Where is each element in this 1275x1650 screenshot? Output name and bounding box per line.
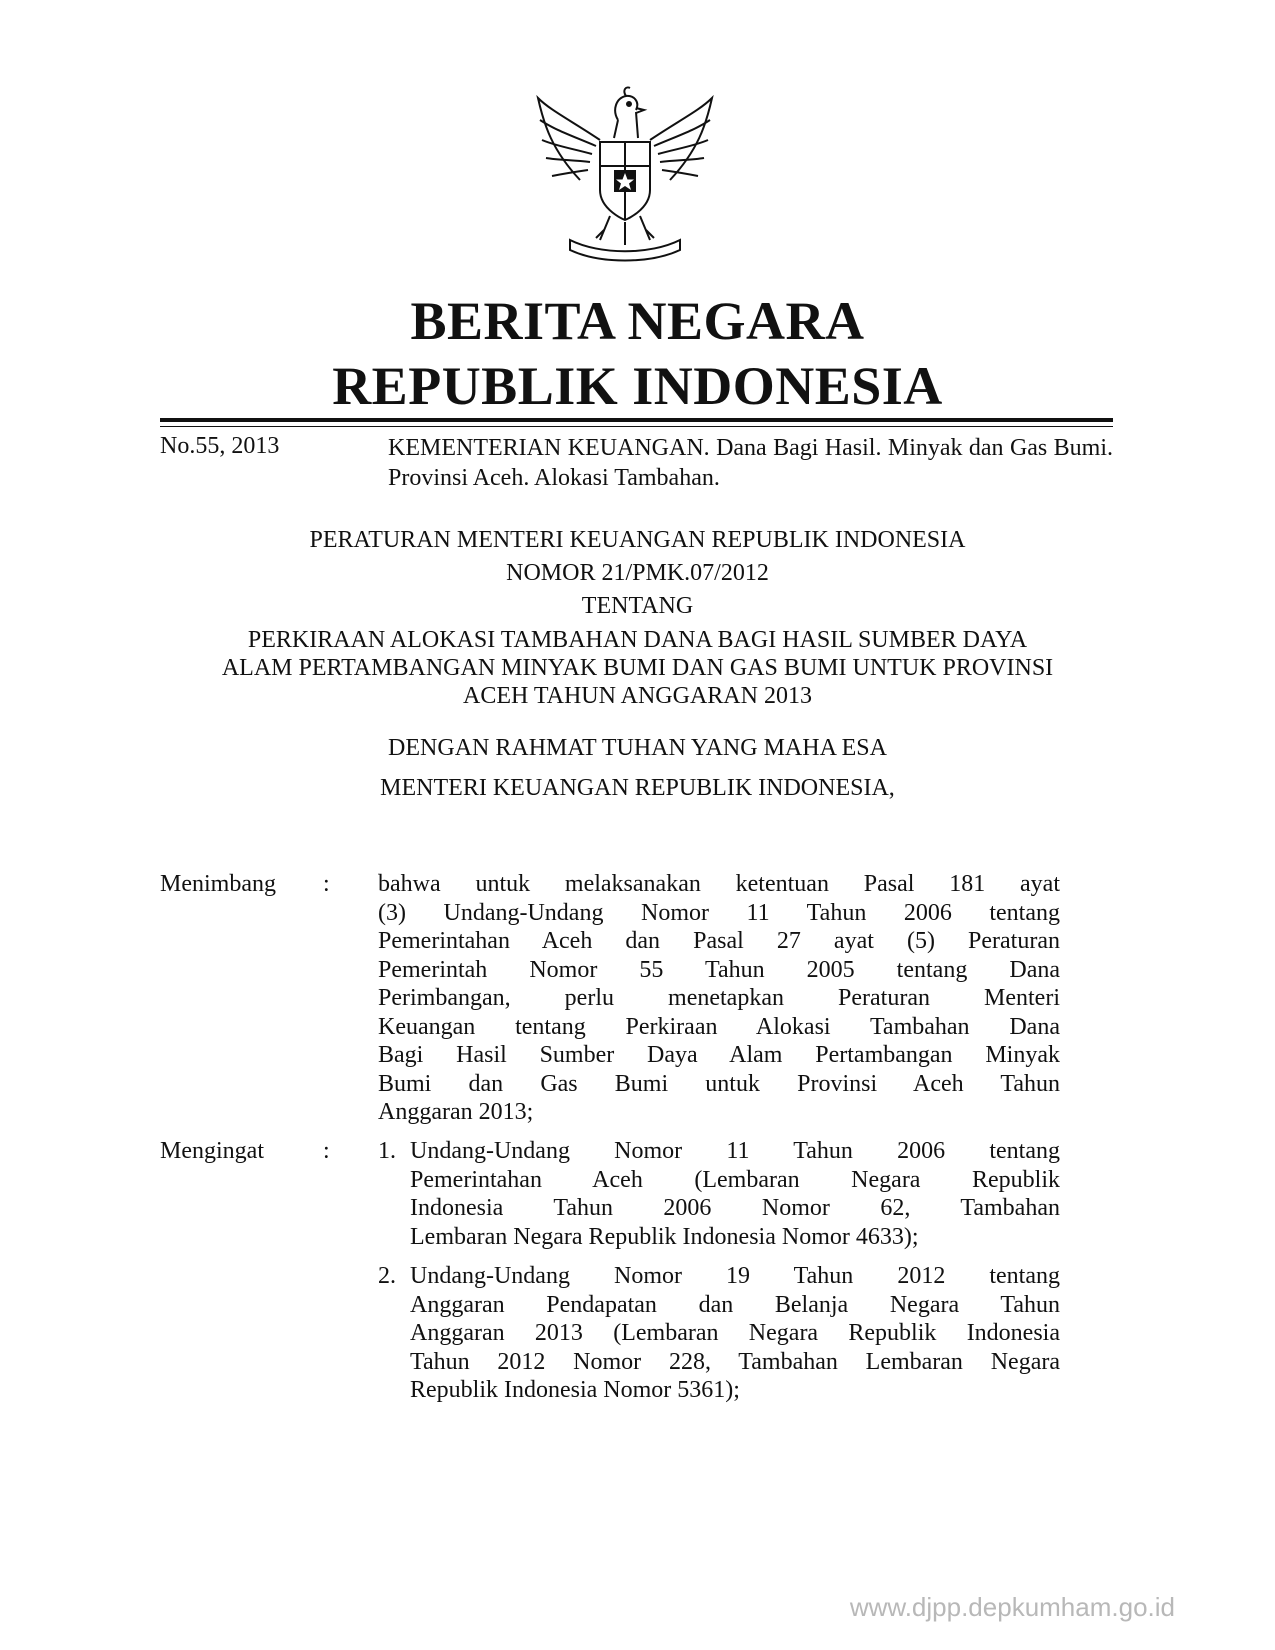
menimbang-line: bahwa untuk melaksanakan ketentuan Pasal 181 ayat bbox=[378, 871, 1060, 897]
preamble: DENGAN RAHMAT TUHAN YANG MAHA ESA bbox=[388, 735, 887, 761]
regulation-title: PERATURAN MENTERI KEUANGAN REPUBLIK INDONESIA bbox=[309, 527, 966, 553]
issuer: MENTERI KEUANGAN REPUBLIK INDONESIA, bbox=[380, 775, 895, 801]
mengingat-item bbox=[410, 1262, 1060, 1405]
garuda-emblem bbox=[530, 80, 720, 270]
mengingat-colon: : bbox=[323, 1138, 330, 1164]
regulation-subject-line: ALAM PERTAMBANGAN MINYAK BUMI DAN GAS BUMI UNTUK PROVINSI bbox=[221, 655, 1054, 681]
watermark-url: www.djpp.depkumham.go.id bbox=[849, 1592, 1175, 1622]
gazette-summary: KEMENTERIAN KEUANGAN. Dana Bagi Hasil. Minyak dan Gas Bumi. Provinsi Aceh. Alokasi Tambahan. bbox=[388, 435, 1113, 491]
mengingat-item-line: Undang-Undang Nomor 19 Tahun 2012 tentang bbox=[410, 1263, 1060, 1289]
mengingat-item-line: Republik Indonesia Nomor 5361); bbox=[410, 1377, 740, 1403]
menimbang-line: (3) Undang-Undang Nomor 11 Tahun 2006 tentang bbox=[378, 899, 1060, 926]
gazette-title-line2: REPUBLIK INDONESIA bbox=[332, 356, 943, 416]
menimbang-line: Perimbangan, perlu menetapkan Peraturan Menteri bbox=[378, 985, 1060, 1011]
menimbang-line: Keuangan tentang Perkiraan Alokasi Tambahan Dana bbox=[378, 1013, 1060, 1040]
mengingat-item-line: Tahun 2012 Nomor 228, Tambahan Lembaran Negara bbox=[410, 1348, 1060, 1375]
mengingat-item bbox=[410, 1137, 1060, 1251]
mengingat-item-line: Pemerintahan Aceh (Lembaran Negara Republik bbox=[410, 1166, 1060, 1193]
regulation-number: NOMOR 21/PMK.07/2012 bbox=[506, 560, 769, 586]
mengingat-item-line: Undang-Undang Nomor 11 Tahun 2006 tentang bbox=[410, 1138, 1060, 1164]
title-divider-thick bbox=[160, 418, 1113, 422]
gazette-number: No.55, 2013 bbox=[160, 433, 280, 459]
menimbang-line: Pemerintah Nomor 55 Tahun 2005 tentang Dana bbox=[378, 956, 1060, 983]
mengingat-label: Mengingat bbox=[160, 1138, 264, 1164]
menimbang-line: Bumi dan Gas Bumi untuk Provinsi Aceh Tahun bbox=[378, 1070, 1060, 1097]
gazette-title-line1: BERITA NEGARA bbox=[410, 291, 865, 351]
menimbang-line: Anggaran 2013; bbox=[378, 1099, 534, 1125]
menimbang-label: Menimbang bbox=[160, 871, 276, 897]
regulation-about: TENTANG bbox=[581, 593, 694, 619]
mengingat-item-number: 1. bbox=[378, 1138, 396, 1164]
title-divider-thin bbox=[160, 426, 1113, 427]
menimbang-line: Bagi Hasil Sumber Daya Alam Pertambangan Minyak bbox=[378, 1042, 1060, 1068]
mengingat-item-number: 2. bbox=[378, 1263, 396, 1289]
regulation-subject-line: PERKIRAAN ALOKASI TAMBAHAN DANA BAGI HASIL SUMBER DAYA bbox=[247, 627, 1028, 653]
mengingat-item-line: Indonesia Tahun 2006 Nomor 62, Tambahan bbox=[410, 1195, 1060, 1221]
garuda-emblem-icon bbox=[530, 80, 720, 270]
mengingat-item-line: Lembaran Negara Republik Indonesia Nomor 4633); bbox=[410, 1223, 919, 1250]
mengingat-item-line: Anggaran 2013 (Lembaran Negara Republik Indonesia bbox=[410, 1320, 1060, 1346]
regulation-subject-line: ACEH TAHUN ANGGARAN 2013 bbox=[463, 683, 812, 709]
menimbang-line: Pemerintahan Aceh dan Pasal 27 ayat (5) Peraturan bbox=[378, 928, 1060, 954]
menimbang-colon: : bbox=[323, 871, 330, 897]
menimbang-text bbox=[378, 870, 1060, 1127]
mengingat-item-line: Anggaran Pendapatan dan Belanja Negara Tahun bbox=[410, 1291, 1060, 1318]
